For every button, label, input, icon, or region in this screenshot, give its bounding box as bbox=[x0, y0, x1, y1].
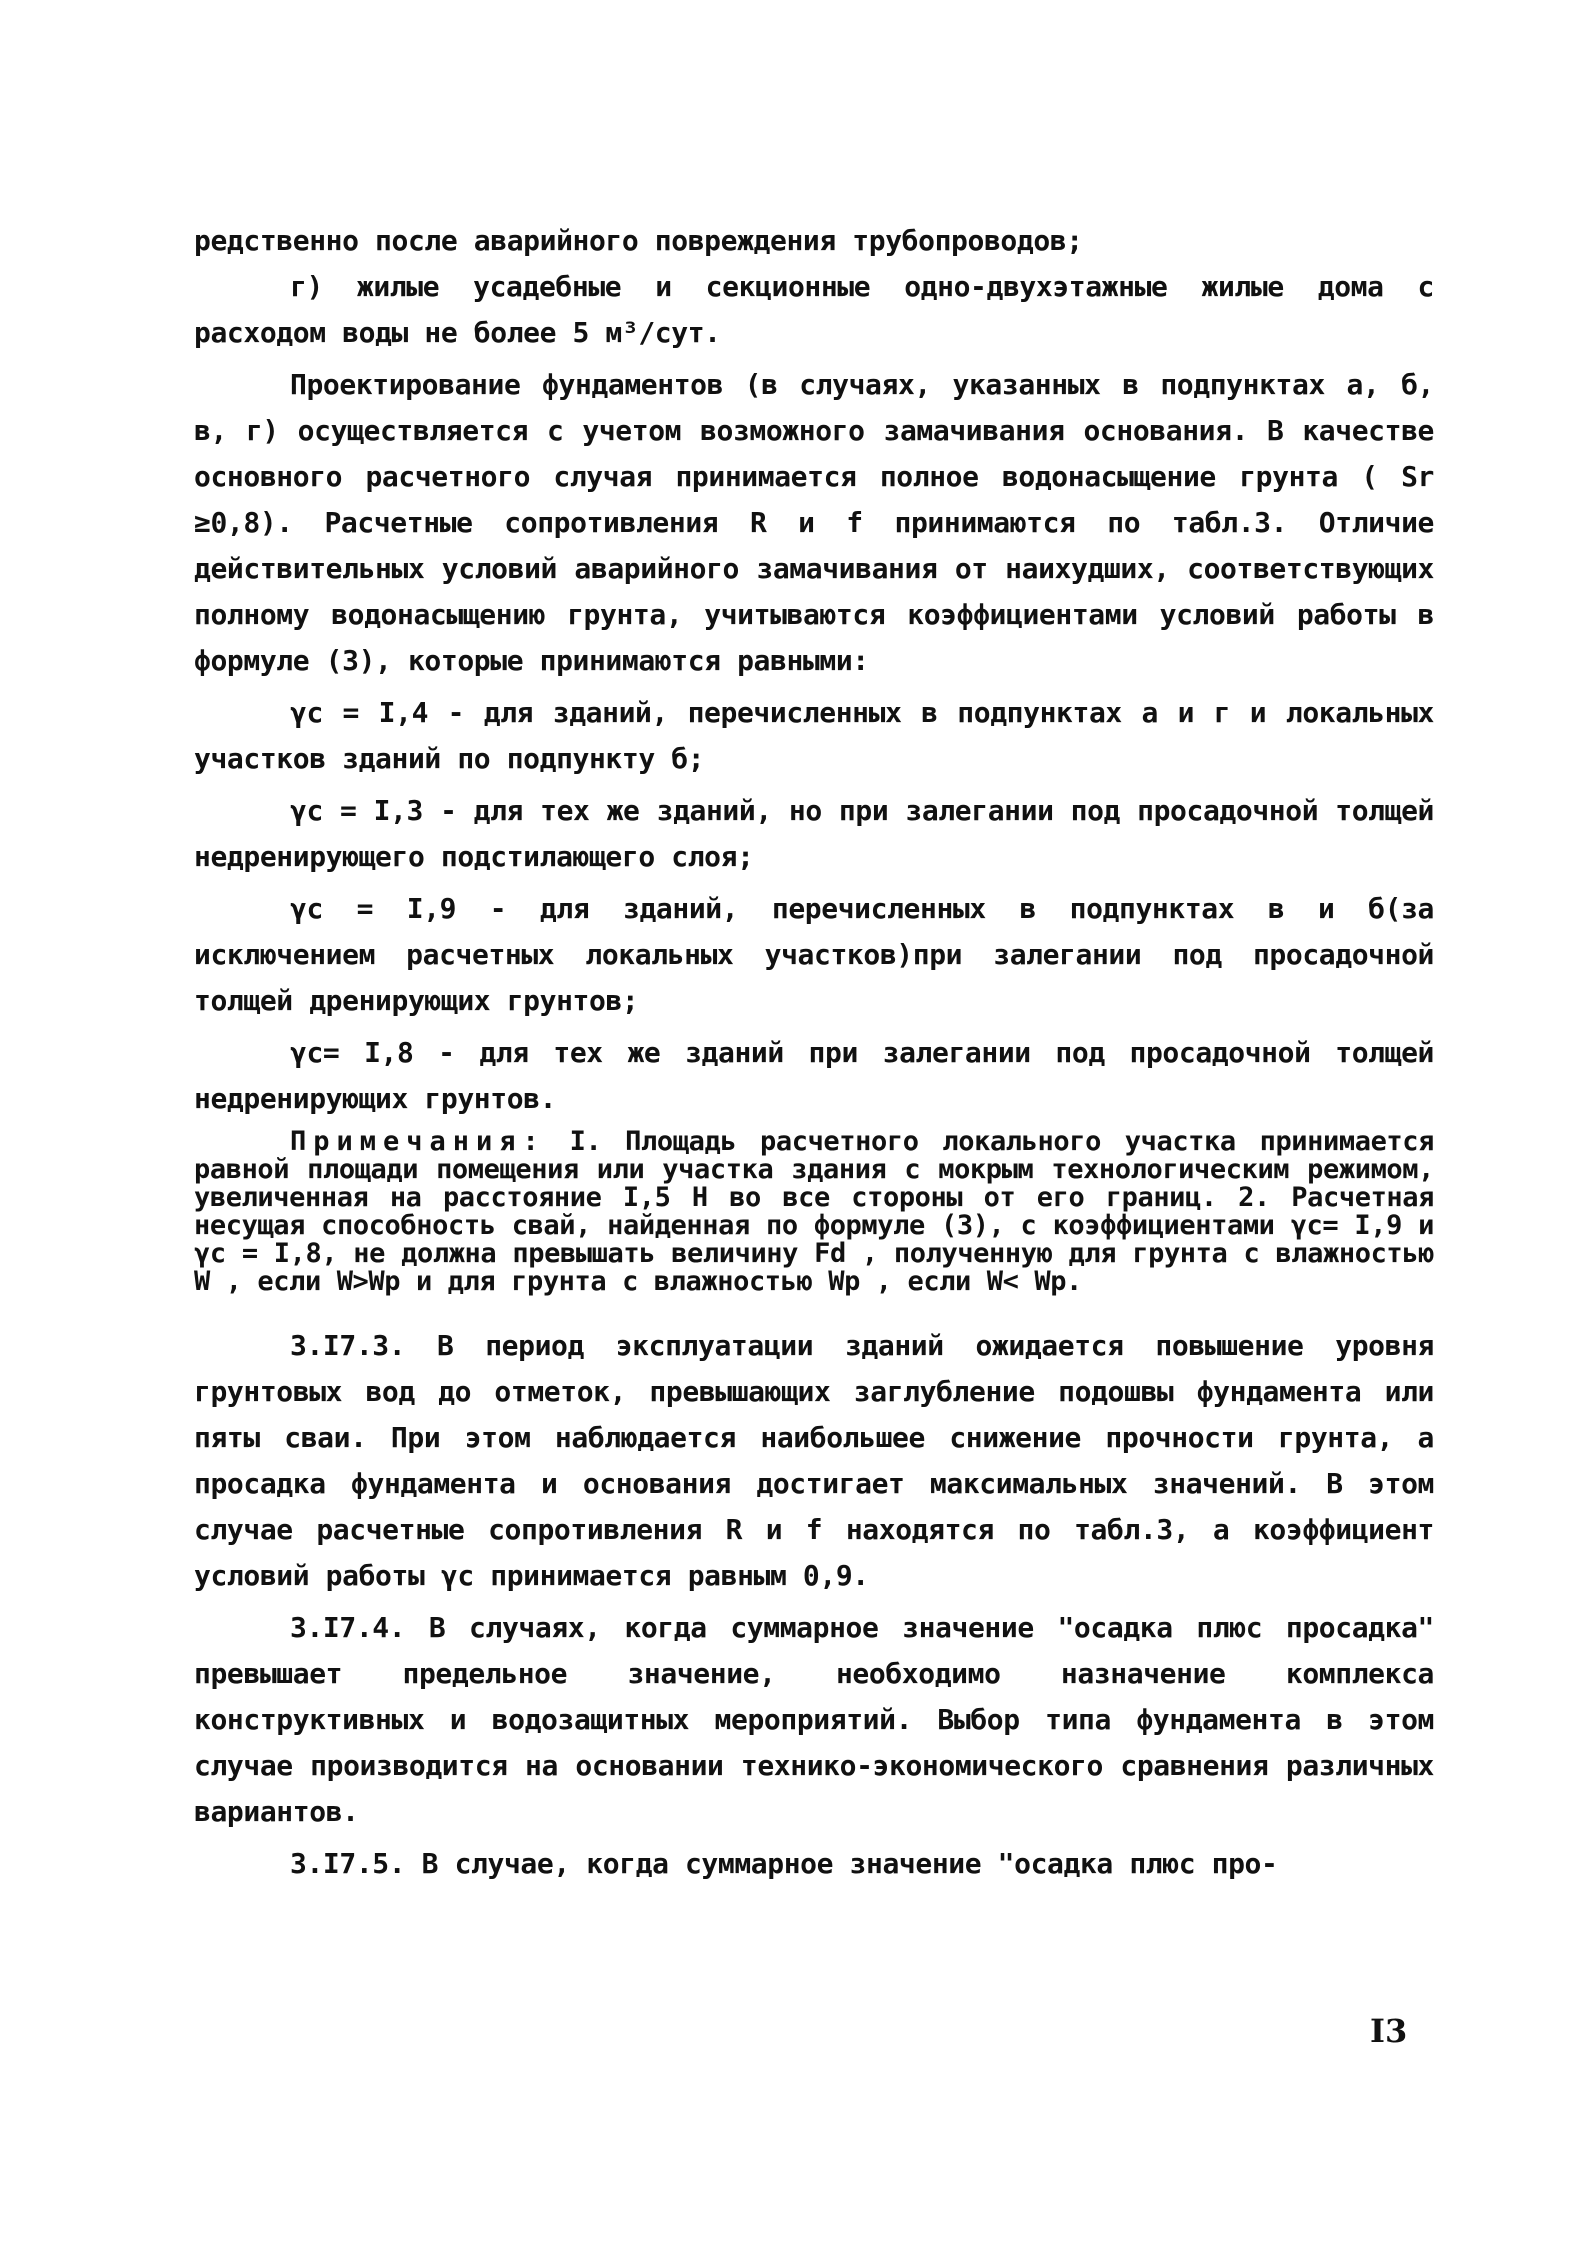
paragraph: редственно после аварийного повреждения трубопроводов; bbox=[194, 224, 1083, 257]
paragraph: 3.I7.5. В случае, когда суммарное значение "осадка плюс про- bbox=[290, 1847, 1278, 1880]
paragraph: г) жилые усадебные и секционные одно-двухэтажные жилые дома с расходом воды не более 5 м³/сут. bbox=[194, 270, 1434, 349]
note-heading: Примечания: bbox=[290, 1126, 546, 1157]
paragraph: 3.I7.4. В случаях, когда суммарное значение "осадка плюс просадка" превышает предельное значение, необходимо назначение комплекса конструктивных и водозащитных мероприятий. Выбор типа фундамента в этом случае производится на основании технико-экономического сравнения различных вариантов. bbox=[194, 1611, 1434, 1828]
note-text: I. Площадь расчетного локального участка принимается равной площади помещения или участка здания с мокрым технологическим режимом, увеличенная на расстояние I,5 H во все стороны от его границ. 2. Расчетная несущая способность свай, найденная по формуле (3), с коэффициентами γc= I,9 и γc = I,8, не должна превышать величину Fd , полученную для грунта с влажностью W , если W>Wp и для грунта с влажностью Wp , если W< Wp. bbox=[194, 1126, 1434, 1297]
paragraph: γc= I,8 - для тех же зданий при залегании под просадочной толщей недренирующих грунтов. bbox=[194, 1036, 1434, 1115]
paragraph: γc = I,4 - для зданий, перечисленных в подпунктах а и г и локальных участков зданий по подпункту б; bbox=[194, 696, 1434, 775]
paragraph: Проектирование фундаментов (в случаях, указанных в подпунктах а, б, в, г) осуществляется с учетом возможного замачивания основания. В качестве основного расчетного случая принимается полное водонасыщение грунта ( Sr ≥0,8). Расчетные сопротивления R и f принимаются по табл.3. Отличие действительных условий аварийного замачивания от наихудших, соответствующих полному водонасыщению грунта, учитываются коэффициентами условий работы в формуле (3), которые принимаются равными: bbox=[194, 368, 1434, 677]
paragraph: 3.I7.3. В период эксплуатации зданий ожидается повышение уровня грунтовых вод до отметок, превышающих заглубление подошвы фундамента или пяты сваи. При этом наблюдается наибольшее снижение прочности грунта, а просадка фундамента и основания достигает максимальных значений. В этом случае расчетные сопротивления R и f находятся по табл.3, а коэффициент условий работы γc принимается равным 0,9. bbox=[194, 1329, 1434, 1592]
paragraph: γc = I,3 - для тех же зданий, но при залегании под просадочной толщей недренирующего подстилающего слоя; bbox=[194, 794, 1434, 873]
document-page bbox=[194, 218, 1434, 1887]
page-number: I3 bbox=[1370, 2012, 1408, 2050]
note-paragraph bbox=[194, 1128, 1434, 1296]
paragraph: γc = I,9 - для зданий, перечисленных в подпунктах в и б(за исключением расчетных локальных участков)при залегании под просадочной толщей дренирующих грунтов; bbox=[194, 892, 1434, 1017]
